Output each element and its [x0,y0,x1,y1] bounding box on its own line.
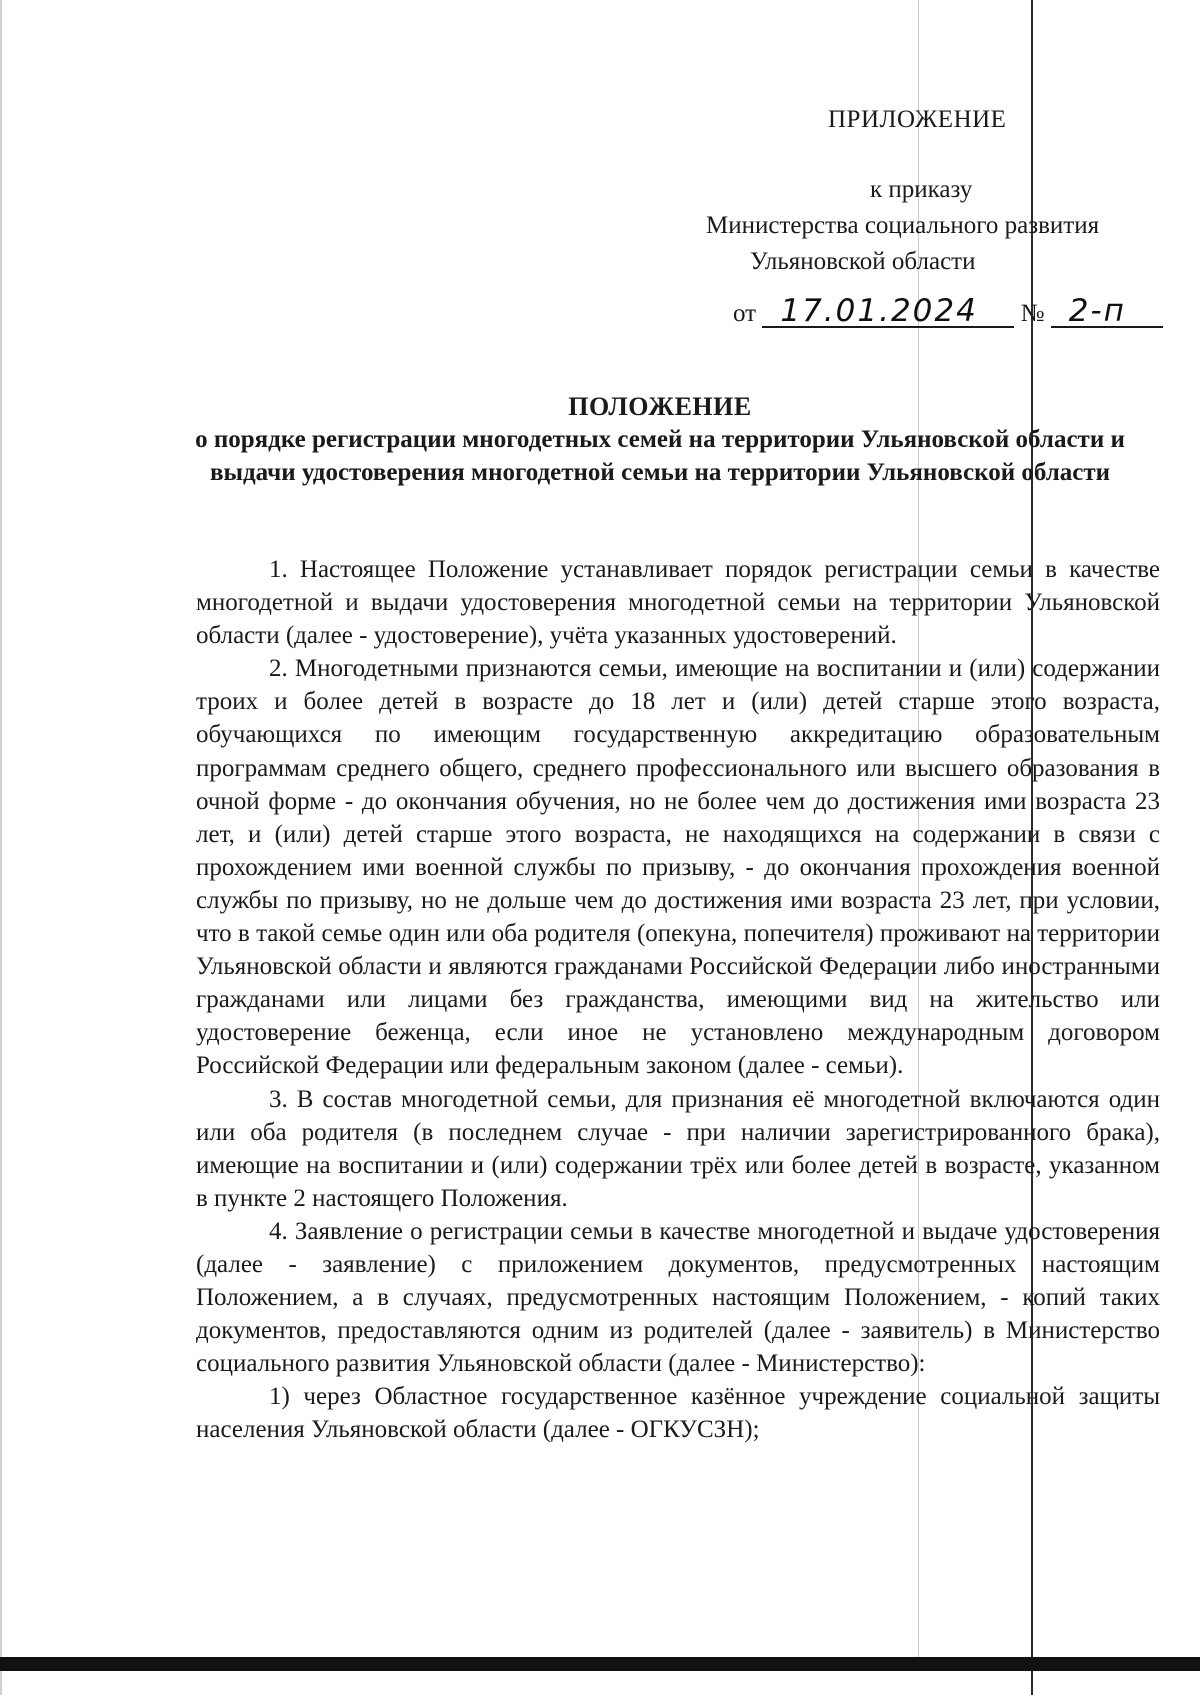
handwritten-date: 17.01.2024 [762,296,1014,328]
date-prefix: от [733,300,757,327]
order-reference [700,172,1160,280]
scan-edge-artifact [0,0,2,1695]
order-ref-line: к приказу [870,176,973,203]
order-ref-line: Ульяновской области [750,248,976,275]
number-prefix: № [1020,300,1045,327]
order-ref-line: Министерства социального развития [706,212,1100,239]
document-title-block [160,390,1160,489]
paragraph: 4. Заявление о регистрации семьи в качестве многодетной и выдаче удостоверения (далее - заявление) с приложением документов, предусмотренных настоящим Положением, а в случаях, предусмотренных настоящим Положением, - копий таких документов, предоставляются одним из родителей (далее - заявитель) в Министерство социального развития Ульяновской области (далее - Министерство): [196,1217,1160,1378]
document-body [196,553,1160,1447]
handwritten-number: 2-п [1051,296,1163,328]
paragraph: 2. Многодетными признаются семьи, имеющие на воспитании и (или) содержании троих и более детей в возрасте до 18 лет и (или) детей старше этого возраста, обучающихся по имеющим государственную аккредитацию образовательным программам среднего общего, среднего профессионального или высшего образования в очной форме - до окончания обучения, но не более чем до достижения ими возраста 23 лет, и (или) детей старше этого возраста, не находящихся на содержании в связи с прохождением ими военной службы по призыву, - до окончания прохождения военной службы по призыву, но не дольше чем до достижения ими возраста 23 лет, при условии, что в такой семье один или оба родителя (опекуна, попечителя) проживают на территории Ульяновской области и являются гражданами Российской Федерации либо иностранными гражданами или лицами без гражданства, имеющими вид на жительство или удостоверение беженца, если иное не установлено международным договором Российской Федерации или федеральным законом (далее - семьи). [196,655,1160,1080]
order-date-line [733,293,1163,329]
document-subtitle: о порядке регистрации многодетных семей на территории Ульяновской области и выдачи удостоверения многодетной семьи на территории Ульяновской области [195,426,1125,486]
scan-bottom-bar [0,1657,1200,1671]
paragraph: 1. Настоящее Положение устанавливает порядок регистрации семьи в качестве многодетной и выдачи удостоверения многодетной семьи на территории Ульяновской области (далее - удостоверение), учёта указанных удостоверений. [196,556,1160,650]
paragraph: 1) через Областное государственное казённое учреждение социальной защиты населения Ульяновской области (далее - ОГКУСЗН); [196,1383,1160,1444]
appendix-title: ПРИЛОЖЕНИЕ [828,106,1007,133]
paragraph: 3. В состав многодетной семьи, для признания её многодетной включаются один или оба родителя (в последнем случае - при наличии зарегистрированного брака), имеющие на воспитании и (или) содержании трёх или более детей в возрасте, указанном в пункте 2 настоящего Положения. [196,1085,1160,1212]
document-title: ПОЛОЖЕНИЕ [568,392,752,421]
